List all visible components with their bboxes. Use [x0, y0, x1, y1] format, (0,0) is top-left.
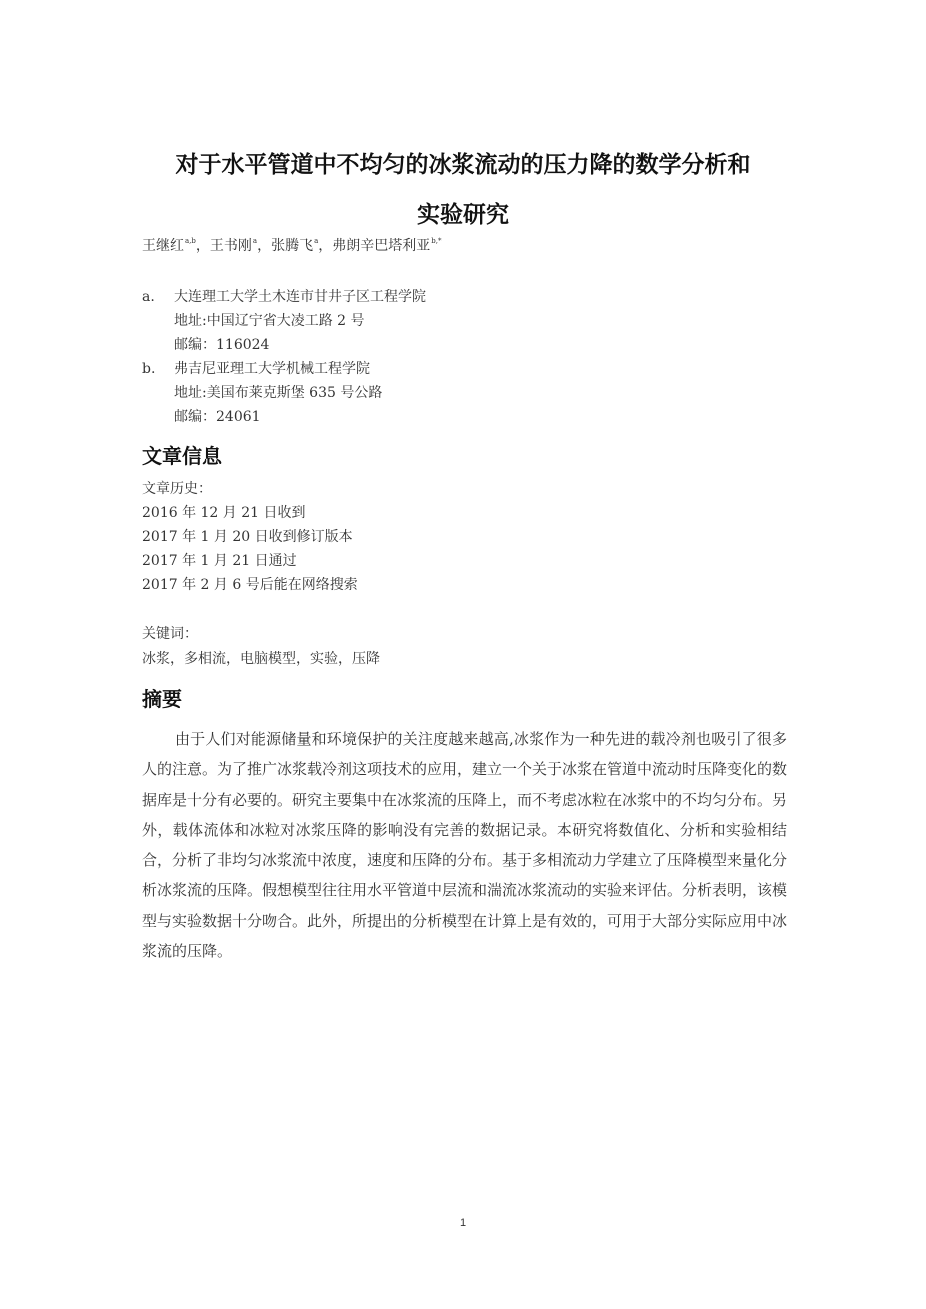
abstract-heading: 摘要	[142, 687, 182, 711]
affiliation-postcode: 邮编：24061	[174, 409, 261, 425]
author-separator: ，	[257, 238, 272, 254]
keywords-section	[142, 622, 380, 672]
history-label: 文章历史：	[142, 481, 212, 497]
author-affiliation-mark: b,*	[431, 237, 442, 245]
affiliation-address: 地址:中国辽宁省大凌工路 2 号	[174, 313, 365, 329]
author-name: 王书刚	[209, 238, 252, 254]
keywords-label: 关键词：	[142, 626, 198, 642]
paper-title-line-2: 实验研究	[417, 202, 509, 228]
history-item: 2017 年 2 月 6 号后能在网络搜索	[142, 577, 358, 593]
keywords-list: 冰浆，多相流，电脑模型，实验，压降	[142, 651, 380, 667]
author-name: 张腾飞	[271, 238, 314, 254]
author-separator: ，	[195, 238, 210, 254]
affiliation-mark: b.	[142, 361, 156, 377]
abstract-body: 由于人们对能源储量和环境保护的关注度越来越高,冰浆作为一种先进的载冷剂也吸引了很多人的注意。为了推广冰浆载冷剂这项技术的应用，建立一个关于冰浆在管道中流动时压降变化的数据库是十分有必要的。研究主要集中在冰浆流的压降上，而不考虑冰粒在冰浆中的不均匀分布。另外，载体流体和冰粒对冰浆压降的影响没有完善的数据记录。本研究将数值化、分析和实验相结合，分析了非均匀冰浆流中浓度，速度和压降的分布。基于多相流动力学建立了压降模型来量化分析冰浆流的压降。假想模型往往用水平管道中层流和湍流冰浆流动的实验来评估。分析表明，该模型与实验数据十分吻合。此外，所提出的分析模型在计算上是有效的，可用于大部分实际应用中冰浆流的压降。	[142, 730, 788, 961]
author-name: 弗朗辛巴塔利亚	[332, 238, 431, 254]
history-item: 2017 年 1 月 20 日收到修订版本	[142, 529, 353, 545]
page-number: 1	[459, 1217, 467, 1229]
author-affiliation-mark: a	[314, 237, 319, 245]
history-item: 2016 年 12 月 21 日收到	[142, 505, 306, 521]
affiliation-address: 地址:美国布莱克斯堡 635 号公路	[174, 385, 383, 401]
article-info-heading: 文章信息	[142, 444, 222, 468]
history-item: 2017 年 1 月 21 日通过	[142, 553, 297, 569]
article-history	[142, 477, 358, 597]
author-affiliation-mark: a	[252, 237, 258, 245]
author-affiliation-mark: a,b	[185, 237, 196, 245]
paper-title-line-1: 对于水平管道中不均匀的冰浆流动的压力降的数学分析和	[175, 152, 751, 178]
author-name: 王继红	[142, 238, 184, 254]
affiliation-name: 大连理工大学土木连市甘井子区工程学院	[174, 289, 426, 305]
affiliation-postcode: 邮编：116024	[174, 337, 270, 353]
affiliation-name: 弗吉尼亚理工大学机械工程学院	[174, 361, 370, 377]
author-list	[142, 235, 441, 255]
affiliation-mark: a.	[142, 289, 155, 305]
author-separator: ，	[318, 238, 333, 254]
